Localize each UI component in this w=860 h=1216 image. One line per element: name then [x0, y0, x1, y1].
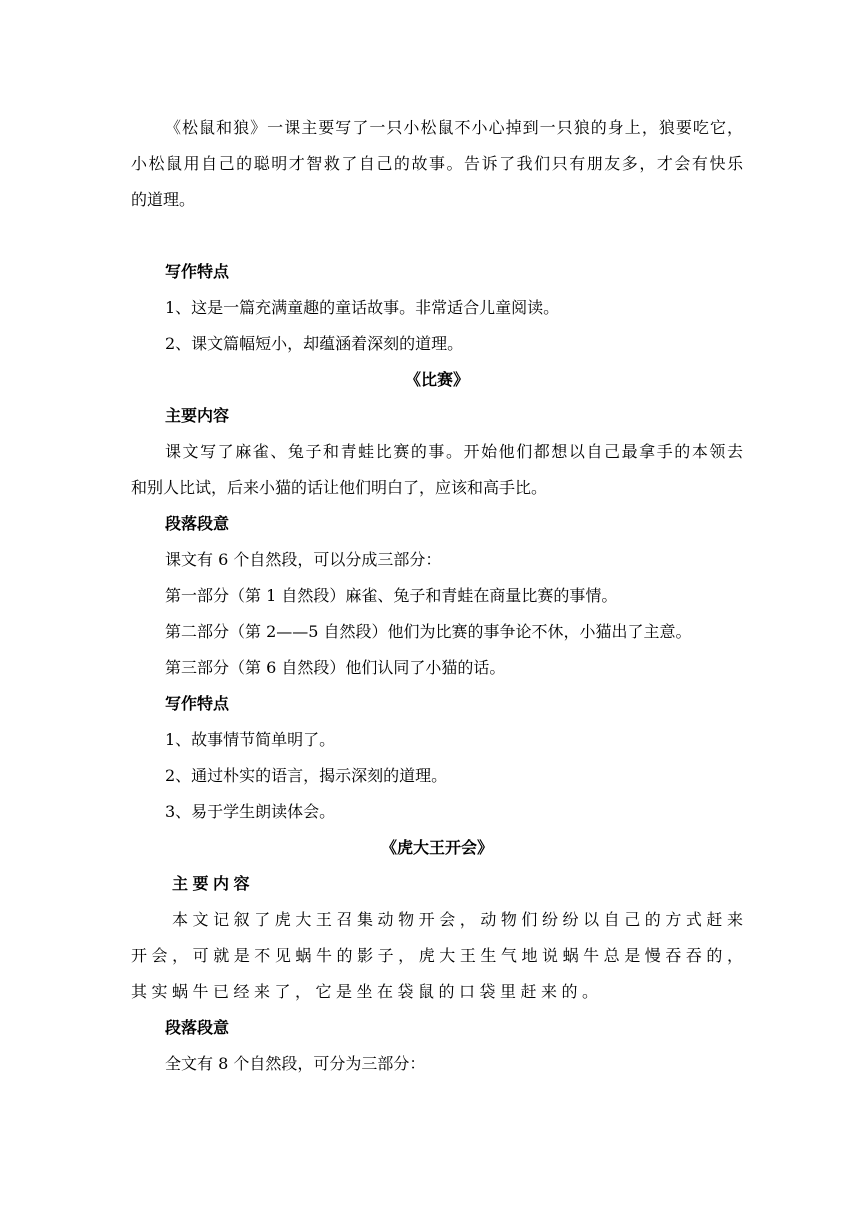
content-line: 课文写了麻雀、兔子和青蛙比赛的事。开始他们都想以自己最拿手的本领去: [165, 442, 743, 461]
content-line: 开会，可就是不见蜗牛的影子，虎大王生气地说蜗牛总是慢吞吞的，: [131, 946, 743, 965]
section-title-bisai: 《比赛》: [404, 370, 469, 389]
paragraph-item: 第一部分（第 1 自然段）麻雀、兔子和青蛙在商量比赛的事情。: [165, 586, 618, 605]
paragraph-item: 全文有 8 个自然段，可分为三部分：: [165, 1054, 426, 1073]
features-heading-1: 写作特点: [165, 262, 230, 281]
features-heading-2: 写作特点: [165, 694, 230, 713]
content-heading-3: 主要内容: [172, 874, 255, 893]
feature-item: 1、这是一篇充满童趣的童话故事。非常适合儿童阅读。: [165, 298, 560, 317]
paragraphs-heading-2: 段落段意: [165, 514, 230, 533]
summary-line-2: 小松鼠用自己的聪明才智救了自己的故事。告诉了我们只有朋友多，才会有快乐: [131, 154, 743, 173]
feature-item: 1、故事情节简单明了。: [165, 730, 336, 749]
content-heading-2: 主要内容: [165, 406, 230, 425]
paragraph-item: 课文有 6 个自然段，可以分成三部分：: [165, 550, 442, 569]
summary-line-3: 的道理。: [131, 190, 196, 209]
content-line: 本文记叙了虎大王召集动物开会，动物们纷纷以自己的方式赶来: [172, 910, 743, 929]
paragraphs-heading-3: 段落段意: [165, 1018, 230, 1037]
feature-item: 3、易于学生朗读体会。: [165, 802, 336, 821]
summary-line-1: 《松鼠和狼》一课主要写了一只小松鼠不小心掉到一只狼的身上，狼要吃它，: [165, 118, 743, 137]
paragraph-item: 第二部分（第 2——5 自然段）他们为比赛的事争论不休，小猫出了主意。: [165, 622, 692, 641]
feature-item: 2、通过朴实的语言，揭示深刻的道理。: [165, 766, 448, 785]
content-line: 其实蜗牛已经来了，它是坐在袋鼠的口袋里赶来的。: [131, 982, 603, 1001]
paragraph-item: 第三部分（第 6 自然段）他们认同了小猫的话。: [165, 658, 506, 677]
section-title-hudawang: 《虎大王开会》: [380, 838, 493, 857]
content-line: 和别人比试，后来小猫的话让他们明白了，应该和高手比。: [131, 478, 548, 497]
feature-item: 2、课文篇幅短小，却蕴涵着深刻的道理。: [165, 334, 464, 353]
